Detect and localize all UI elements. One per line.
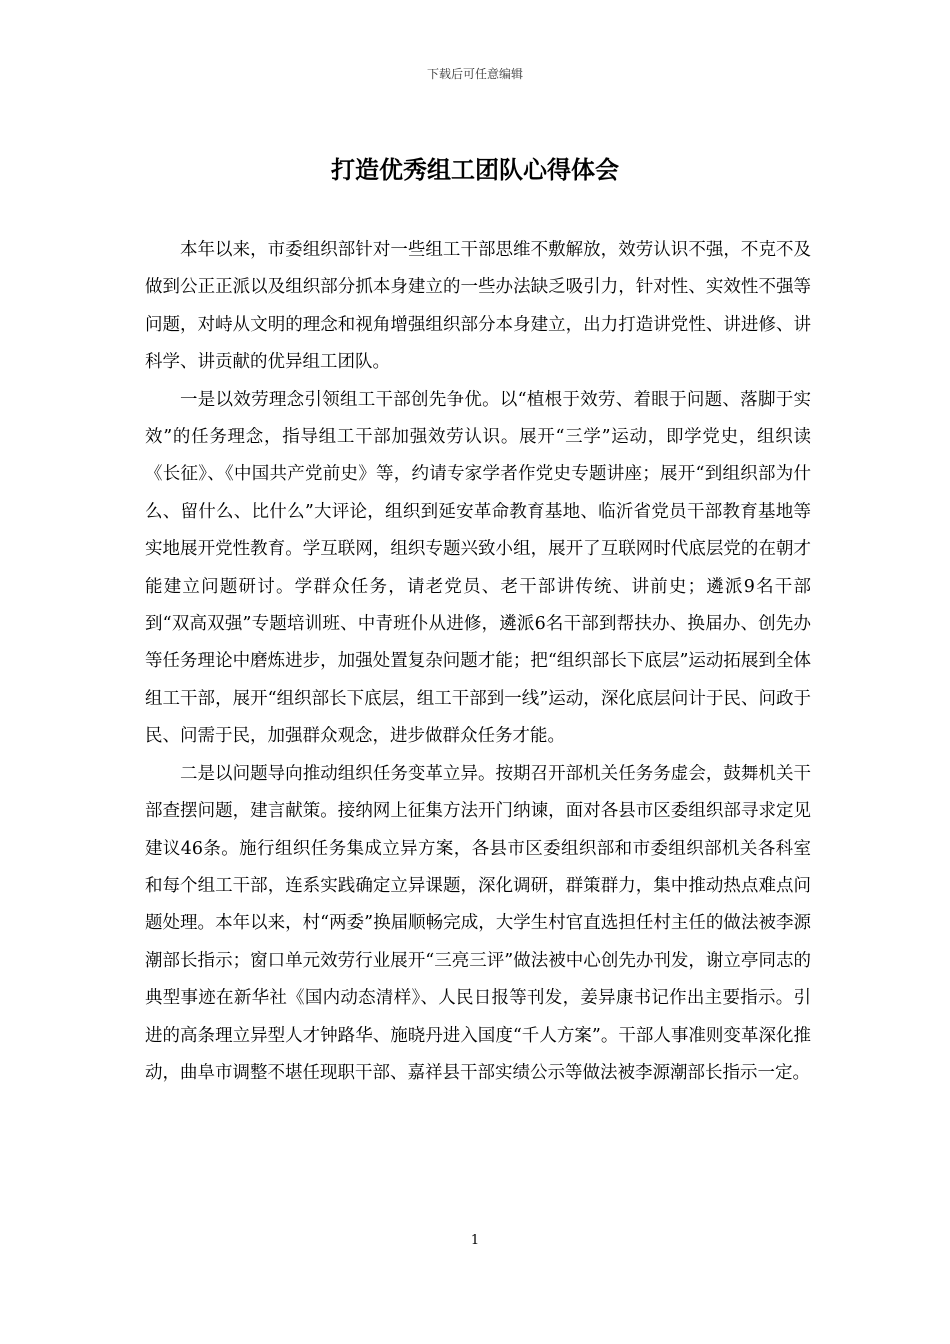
paragraph-section-one: 一是以效劳理念引领组工干部创先争优。以“植根于效劳、着眼于问题、落脚于实效”的任务理念，指导组工干部加强效劳认识。展开“三学”运动，即学党史，组织读《长征》、《中国共产党前史》等，约请专家学者作党史专题讲座；展开“到组织部为什么、留什么、比什么”大评论，组织到延安革命教育基地、临沂省党员干部教育基地等实地展开党性教育。学互联网，组织专题兴致小组，展开了互联网时代底层党的在朝才能建立问题研讨。学群众任务，请老党员、老干部讲传统、讲前史；遴派9名干部到“双高双强”专题培训班、中青班仆从进修，遴派6名干部到帮扶办、换届办、创先办等任务理论中磨炼进步，加强处置复杂问题才能；把“组织部长下底层”运动拓展到全体组工干部，展开“组织部长下底层，组工干部到一线”运动，深化底层问计于民、问政于民、问需于民，加强群众观念，进步做群众任务才能。	[145, 389, 811, 747]
paragraph-intro: 本年以来，市委组织部针对一些组工干部思维不敷解放，效劳认识不强，不克不及做到公正正派以及组织部分抓本身建立的一些办法缺乏吸引力，针对性、实效性不强等问题，对峙从文明的理念和视角增强组织部分本身建立，出力打造讲党性、讲进修、讲科学、讲贡献的优异组工团队。	[145, 240, 811, 373]
document-body	[145, 232, 811, 1092]
paragraph-section-two: 二是以问题导向推动组织任务变革立异。按期召开部机关任务务虚会，鼓舞机关干部查摆问题，建言献策。接纳网上征集方法开门纳谏，面对各县市区委组织部寻求定见建议46条。施行组织任务集成立异方案，各县市区委组织部和市委组织部机关各科室和每个组工干部，连系实践确定立异课题，深化调研，群策群力，集中推动热点难点问题处理。本年以来，村“两委”换届顺畅完成，大学生村官直选担任村主任的做法被李源潮部长指示；窗口单元效劳行业展开“三亮三评”做法被中心创先办刊发，谢立亭同志的典型事迹在新华社《国内动态清样》、人民日报等刊发，姜异康书记作出主要指示。引进的高条理立异型人才钟路华、施晓丹进入国度“千人方案”。干部人事准则变革深化推动，曲阜市调整不堪任现职干部、嘉祥县干部实绩公示等做法被李源潮部长指示一定。	[145, 763, 811, 1083]
document-title: 打造优秀组工团队心得体会	[331, 155, 619, 184]
header-note: 下载后可任意编辑	[426, 67, 523, 81]
page-number: 1	[470, 1233, 480, 1248]
